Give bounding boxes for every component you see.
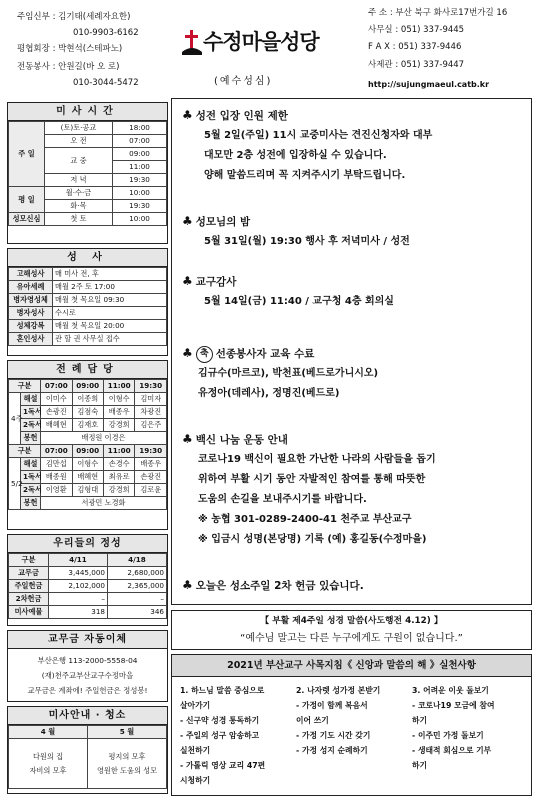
celebration-badge-icon: 축 <box>196 346 213 363</box>
transfer-note: 교무금은 계좌에! 주일헌금은 정성봉! <box>27 686 148 695</box>
account-holder: (재)천주교부산교구수정마을 <box>41 671 134 680</box>
church-name: 수정마을성당 <box>203 30 319 54</box>
club-bullet-icon: ♣ <box>182 274 193 288</box>
website-link[interactable]: http://sujungmaeul.catb.kr <box>368 80 490 89</box>
club-bullet-icon: ♣ <box>182 108 193 122</box>
mass-group: 평 일 <box>9 187 45 213</box>
pastoral-theme-title: 2021년 부산교구 사목지침《 신앙과 말씀의 해 》실천사항 <box>172 655 531 677</box>
pastoral-theme-box <box>171 654 532 796</box>
church-logo <box>181 26 357 58</box>
gospel-title: 【 부활 제4주일 성경 말씀(사도행전 4.12) 】 <box>260 616 443 626</box>
offering-title: 우리들의 정성 <box>8 535 167 553</box>
notice-item: ♣ 백신 나눔 운동 안내 코로나19 백신이 필요한 가난한 나라의 사람들을 돕기 위하여 부활 시기 동안 자발적인 참여를 통해 따뜻한 도움의 손길을 보내주시기를 바랍니다. ※ 농협 301-0289-2400-41 천주교 부산교구 ※ 입금시 성명(본당명) 기록 (예) 홍길동(수정마을) <box>182 432 436 545</box>
header-left-row: 주임신부 : 김기태(세례자요한) <box>17 12 131 22</box>
sacrament-table: 고해성사 매 미사 전, 후 유아세례 매월 2주 토 17:00 병자영성체 매월 첫 목요일 09:30 병자성사 수시로 성체강복 매월 첫 목요일 20:00 혼인성사 관 할 권 사무실 접수 <box>8 267 167 346</box>
liturgy-box <box>7 360 168 530</box>
sacrament-title: 성 사 <box>8 249 167 267</box>
club-bullet-icon: ♣ <box>182 578 193 592</box>
liturgy-table: 구분 07:00 09:00 11:00 19:30 4주 해설 이미수 이종희 이형수 김미자 1독서 손광진 김점숙 배종우 차광진 2독서 배혜현 김재호 강경희 김은주 봉헌 배정원 이경은 구분 07:00 09:00 11:00 19:30 5/2 해설 김만섭 이형수 손경수 배종우 1독서 배종원 배혜현 최유로 손광진 2독서 이영환 김형대 강경희 김로윤 봉헌 서광민 노경화 <box>8 379 167 510</box>
club-bullet-icon: ♣ <box>182 432 193 446</box>
header-right-row: 사무실 : 051) 337-9445 <box>368 25 465 35</box>
club-bullet-icon: ♣ <box>182 214 193 228</box>
mass-times-title: 미사시간 <box>8 103 167 121</box>
offering-table: 구분 4/11 4/18 교무금 3,445,000 2,680,000 주일헌금 2,102,000 2,365,000 2차헌금 – – 미사예물 318 346 <box>8 553 167 619</box>
notice-item: ♣ 축 선종봉사자 교육 수료 김규수(마르코), 박천표(베드로가니시오) 유정아(데레사), 정명진(베드로) <box>182 346 379 399</box>
church-patron: (예수성심) <box>214 76 273 87</box>
header-left-row: 010-3044-5472 <box>73 78 139 88</box>
header-right-row: F A X : 051) 337-9446 <box>368 42 462 52</box>
cross-logo-icon <box>181 30 203 56</box>
notice-item: ♣ 교구감사 5월 14일(금) 11:40 / 교구청 4층 회의실 <box>182 274 394 307</box>
auto-transfer-title: 교무금 자동이체 <box>8 631 167 649</box>
notice-item: ♣ 오늘은 성소주일 2차 헌금 있습니다. <box>182 578 364 592</box>
header-left-row: 010-9903-6162 <box>73 28 139 38</box>
header-right-row: 사제관 : 051) 337-9447 <box>368 60 465 70</box>
bulletin-header <box>0 0 538 94</box>
mass-group: 성모신심 <box>9 213 45 226</box>
header-right-row: 주 소 : 부산 북구 화사로17번가길 16 <box>368 8 508 18</box>
auto-transfer-box <box>7 630 168 702</box>
mass-times-table: 주 일 (토)토·공교 18:00 오 전 07:00 교 중 09:00 11:00 저 녁 19:30 평 일 월·수·금 10:00 화·목 19:30 성모신심 첫 토 10:00 <box>8 121 167 226</box>
theme-column: 2. 나자렛 성가정 본받기 - 가정이 함께 복음서 이어 쓰기 - 가정 기도 시간 갖기 - 가정 성지 순례하기 <box>296 686 381 755</box>
gospel-quote: “예수님 말고는 다른 누구에게도 구원이 없습니다.” <box>240 633 463 644</box>
mass-group: 주 일 <box>9 122 45 187</box>
guide-box <box>7 706 168 794</box>
notice-item: ♣ 성모님의 밤 5월 31일(월) 19:30 행사 후 저녁미사 / 성전 <box>182 214 410 247</box>
sacrament-box <box>7 248 168 356</box>
theme-column: 3. 어려운 이웃 돌보기 - 코로나19 모금에 참여 하기 - 이주민 가정 돌보기 - 생태적 회심으로 기부 하기 <box>412 686 495 770</box>
guide-table: 4 월 5 월 다원의 집 자비의 모후 평지의 모후 영원한 도움의 성모 <box>8 725 167 789</box>
header-left-row: 평협회장 : 박현석(스테파노) <box>17 44 123 54</box>
theme-column: 1. 하느님 말씀 중심으로 살아가기 - 신구약 성경 통독하기 - 주일의 성구 암송하고 실천하기 - 가톨릭 영상 교리 47편 시청하기 <box>180 686 266 785</box>
header-left-row: 전동봉사 : 안원길(바 오 로) <box>17 62 120 72</box>
notice-item: ♣ 성전 입장 인원 제한 5월 2일(주일) 11시 교중미사는 견진신청자와 대부 대모만 2층 성전에 입장하실 수 있습니다. 양해 말씀드리며 꼭 지켜주시기 부탁드립니다. <box>182 108 433 181</box>
club-bullet-icon: ♣ <box>182 346 193 360</box>
mass-times-box <box>7 102 168 244</box>
offering-box <box>7 534 168 626</box>
gospel-box <box>171 610 532 650</box>
liturgy-title: 전례담당 <box>8 361 167 379</box>
bank-account: 부산은행 113-2000-5558-04 <box>37 656 138 665</box>
guide-title: 미사안내 · 청소 <box>8 707 167 725</box>
notice-panel <box>171 98 532 605</box>
